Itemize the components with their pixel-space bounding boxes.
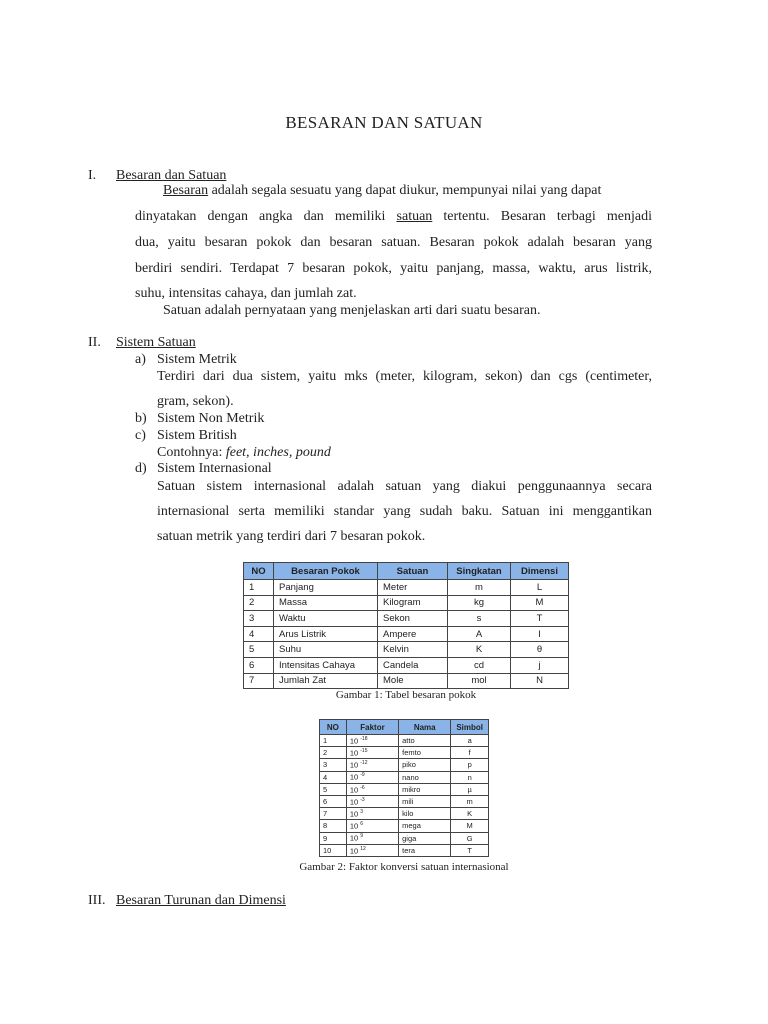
table-cell: I xyxy=(511,626,569,642)
table-cell: Meter xyxy=(378,580,448,596)
factor-exponent: 12 xyxy=(360,845,366,852)
table-row xyxy=(320,771,489,783)
column-header: Nama xyxy=(399,720,451,735)
table-cell: Arus Listrik xyxy=(274,626,378,642)
list-title: Sistem Metrik xyxy=(157,352,237,367)
table-cell: piko xyxy=(399,759,451,771)
factor-base: 10 xyxy=(349,821,359,831)
table-cell: Intensitas Cahaya xyxy=(274,657,378,673)
list-label: c) xyxy=(135,428,146,443)
table-row xyxy=(244,595,569,611)
table-cell: Kilogram xyxy=(378,595,448,611)
table-cell: T xyxy=(451,844,489,856)
table-cell: 10 xyxy=(320,844,347,856)
table-cell: 1 xyxy=(320,735,347,747)
table-cell: j xyxy=(511,657,569,673)
column-header: Simbol xyxy=(451,720,489,735)
table-cell: 2 xyxy=(244,595,274,611)
list-label: a) xyxy=(135,352,146,367)
factor-base: 10 xyxy=(349,846,359,856)
table-row xyxy=(320,747,489,759)
column-header: Satuan xyxy=(378,563,448,580)
paragraph-line: internasional serta memiliki standar yang sudah baku. Satuan ini menggantikan xyxy=(157,504,652,519)
table-cell: 7 xyxy=(320,808,347,820)
table-cell: giga xyxy=(399,832,451,844)
table-row xyxy=(244,626,569,642)
column-header: Besaran Pokok xyxy=(274,563,378,580)
table-cell: kg xyxy=(448,595,511,611)
table-cell: 5 xyxy=(320,783,347,795)
factor-base: 10 xyxy=(349,833,359,843)
table-cell: Kelvin xyxy=(378,642,448,658)
table-cell: G xyxy=(451,832,489,844)
figure-caption-1: Gambar 1: Tabel besaran pokok xyxy=(335,689,477,701)
list-title: Sistem Non Metrik xyxy=(157,411,265,426)
table-cell: T xyxy=(511,611,569,627)
paragraph-line: gram, sekon). xyxy=(157,394,234,409)
table-cell: mol xyxy=(448,673,511,689)
table-cell: femto xyxy=(399,747,451,759)
example-units: feet, inches, pound xyxy=(225,445,331,460)
list-label: d) xyxy=(135,461,147,476)
list-title: Sistem British xyxy=(157,428,237,443)
table-cell: 1 xyxy=(244,580,274,596)
table-row xyxy=(320,844,489,856)
table-cell xyxy=(346,759,398,771)
list-item-b xyxy=(135,411,264,427)
table-cell: tera xyxy=(399,844,451,856)
table-cell xyxy=(346,808,398,820)
table-cell: n xyxy=(451,771,489,783)
list-item-d xyxy=(135,461,272,477)
section-number: III. xyxy=(88,893,106,908)
table-cell: 2 xyxy=(320,747,347,759)
column-header: Singkatan xyxy=(448,563,511,580)
section-number: II. xyxy=(88,335,101,350)
table-cell xyxy=(346,795,398,807)
table-cell: M xyxy=(451,820,489,832)
table-row xyxy=(320,808,489,820)
section-heading-2 xyxy=(88,335,196,351)
table-cell xyxy=(346,783,398,795)
table-besaran-pokok xyxy=(243,562,569,689)
table-cell: mili xyxy=(399,795,451,807)
table-cell: θ xyxy=(511,642,569,658)
table-cell xyxy=(346,747,398,759)
section-heading-3 xyxy=(88,893,286,909)
table-row xyxy=(244,611,569,627)
paragraph-line: satuan metrik yang terdiri dari 7 besaran pokok. xyxy=(157,529,426,544)
list-item-a xyxy=(135,352,237,368)
table-row xyxy=(320,795,489,807)
table-cell: 3 xyxy=(320,759,347,771)
table-cell: K xyxy=(448,642,511,658)
table-row xyxy=(244,580,569,596)
table-cell: 7 xyxy=(244,673,274,689)
paragraph-line: Terdiri dari dua sistem, yaitu mks (meter, kilogram, sekon) dan cgs (centimeter, xyxy=(157,369,652,384)
factor-exponent: -3 xyxy=(360,796,365,803)
table-cell: 4 xyxy=(320,771,347,783)
table-cell: cd xyxy=(448,657,511,673)
table-cell: Ampere xyxy=(378,626,448,642)
table-cell: µ xyxy=(451,783,489,795)
table-row xyxy=(320,735,489,747)
table-cell: 6 xyxy=(320,795,347,807)
section-heading-1 xyxy=(88,168,226,184)
text-span: Contohnya: xyxy=(157,445,226,460)
table-cell: 9 xyxy=(320,832,347,844)
table-row xyxy=(244,673,569,689)
table-cell: atto xyxy=(399,735,451,747)
factor-exponent: 9 xyxy=(360,833,364,840)
table-cell xyxy=(346,820,398,832)
table-cell xyxy=(346,735,398,747)
paragraph-line xyxy=(135,209,652,225)
table-cell: mega xyxy=(399,820,451,832)
table-row xyxy=(320,832,489,844)
factor-exponent: -6 xyxy=(360,784,365,791)
factor-base: 10 xyxy=(349,748,359,758)
table-cell: Jumlah Zat xyxy=(274,673,378,689)
table-cell: 5 xyxy=(244,642,274,658)
table-cell: 3 xyxy=(244,611,274,627)
table-cell: p xyxy=(451,759,489,771)
table-cell: a xyxy=(451,735,489,747)
text-span: dinyatakan dengan angka dan memiliki xyxy=(135,209,397,224)
table-row xyxy=(244,642,569,658)
section-number: I. xyxy=(88,168,97,183)
example-line xyxy=(157,445,331,461)
figure-caption-2: Gambar 2: Faktor konversi satuan internasional xyxy=(299,861,509,873)
table-cell: K xyxy=(451,808,489,820)
table-cell: m xyxy=(451,795,489,807)
table-cell xyxy=(346,832,398,844)
paragraph-line: dua, yaitu besaran pokok dan besaran satuan. Besaran pokok adalah besaran yang xyxy=(135,235,652,250)
paragraph-line: berdiri sendiri. Terdapat 7 besaran pokok, yaitu panjang, massa, waktu, arus listrik, xyxy=(135,261,652,276)
table-cell: Waktu xyxy=(274,611,378,627)
table-header-row xyxy=(320,720,489,735)
table-cell: Massa xyxy=(274,595,378,611)
table-cell: 4 xyxy=(244,626,274,642)
table-cell: 6 xyxy=(244,657,274,673)
paragraph-line: suhu, intensitas cahaya, dan jumlah zat. xyxy=(135,286,357,301)
table-row xyxy=(320,783,489,795)
table-cell: s xyxy=(448,611,511,627)
factor-base: 10 xyxy=(349,797,359,807)
page-title: BESARAN DAN SATUAN xyxy=(285,113,483,132)
table-cell xyxy=(346,771,398,783)
column-header: NO xyxy=(244,563,274,580)
factor-base: 10 xyxy=(349,772,359,782)
factor-exponent: -9 xyxy=(360,772,365,779)
factor-exponent: -12 xyxy=(360,760,368,767)
section-title: Besaran Turunan dan Dimensi xyxy=(116,893,286,908)
factor-exponent: 3 xyxy=(360,808,364,815)
list-item-c xyxy=(135,428,237,444)
list-title: Sistem Internasional xyxy=(157,461,272,476)
table-header-row xyxy=(244,563,569,580)
table-cell: Panjang xyxy=(274,580,378,596)
table-cell: mikro xyxy=(399,783,451,795)
table-cell xyxy=(346,844,398,856)
table-cell: Candela xyxy=(378,657,448,673)
table-cell: kilo xyxy=(399,808,451,820)
factor-exponent: -18 xyxy=(360,735,368,742)
term-satuan: satuan xyxy=(396,209,433,224)
factor-exponent: 6 xyxy=(360,821,364,828)
table-cell: 8 xyxy=(320,820,347,832)
factor-base: 10 xyxy=(349,785,359,795)
table-cell: Sekon xyxy=(378,611,448,627)
table-row xyxy=(320,820,489,832)
column-header: Faktor xyxy=(346,720,398,735)
factor-exponent: -15 xyxy=(360,748,368,755)
table-cell: f xyxy=(451,747,489,759)
table-faktor-konversi xyxy=(319,719,489,857)
factor-base: 10 xyxy=(349,809,359,819)
table-cell: Suhu xyxy=(274,642,378,658)
table-cell: M xyxy=(511,595,569,611)
list-label: b) xyxy=(135,411,147,426)
text-span: adalah segala sesuatu yang dapat diukur, mempunyai nilai yang dapat xyxy=(208,183,602,198)
factor-base: 10 xyxy=(349,760,359,770)
text-span: tertentu. Besaran terbagi menjadi xyxy=(432,209,652,224)
table-cell: N xyxy=(511,673,569,689)
paragraph-line xyxy=(163,183,601,199)
table-cell: A xyxy=(448,626,511,642)
factor-base: 10 xyxy=(349,736,359,746)
table-cell: nano xyxy=(399,771,451,783)
table-row xyxy=(320,759,489,771)
table-cell: Mole xyxy=(378,673,448,689)
term-besaran: Besaran xyxy=(163,183,209,198)
paragraph-line: Satuan sistem internasional adalah satuan yang diakui penggunaannya secara xyxy=(157,479,652,494)
column-header: NO xyxy=(320,720,347,735)
paragraph-line: Satuan adalah pernyataan yang menjelaskan arti dari suatu besaran. xyxy=(163,303,541,318)
section-title: Besaran dan Satuan xyxy=(116,168,227,183)
column-header: Dimensi xyxy=(511,563,569,580)
table-cell: m xyxy=(448,580,511,596)
section-title: Sistem Satuan xyxy=(116,335,196,350)
table-row xyxy=(244,657,569,673)
table-cell: L xyxy=(511,580,569,596)
